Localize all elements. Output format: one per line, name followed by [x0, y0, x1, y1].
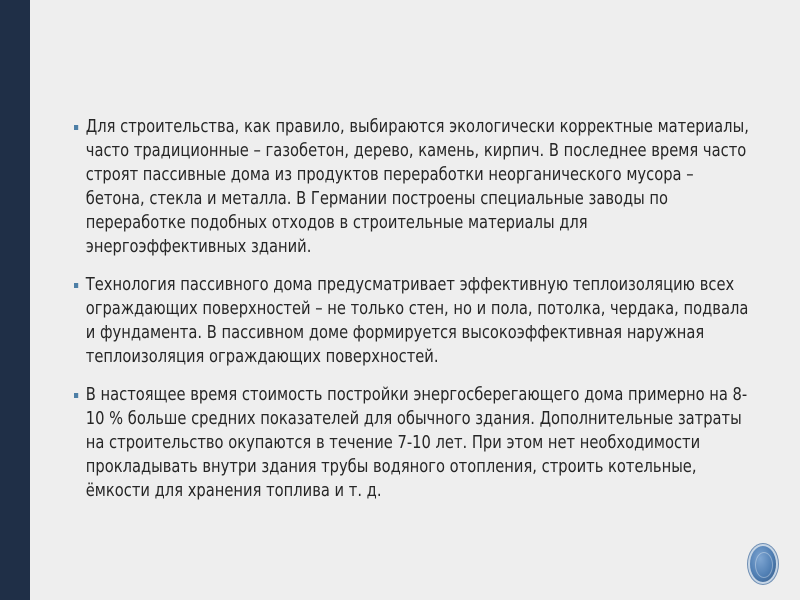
- badge-ring: [755, 552, 773, 578]
- bullet-icon: [74, 283, 78, 288]
- bullet-icon: [74, 393, 78, 398]
- bullet-item-3: [74, 383, 749, 503]
- bullet-list: [74, 115, 749, 503]
- bullet-item-1: [74, 115, 749, 259]
- bullet-text-1: Для строительства, как правило, выбираются экологически корректные материалы, часто традиционные – газобетон, дерево, камень, кирпич. В последнее время часто строят пассивные дома из продуктов переработки неорганического мусора – бетона, стекла и металла. В Германии построены специальные заводы по переработке подобных отходов в строительные материалы для энергоэффективных зданий.: [85, 117, 749, 257]
- bullet-text-3: В настоящее время стоимость постройки энергосберегающего дома примерно на 8-10 % больше средних показателей для обычного здания. Дополнительные затраты на строительство окупаются в течение 7-10 лет. При этом нет необходимости прокладывать внутри здания трубы водяного отопления, строить котельные, ёмкости для хранения топлива и т. д.: [85, 385, 748, 501]
- bullet-item-2: [74, 273, 749, 369]
- slide-badge-icon: [750, 546, 776, 582]
- slide-content: [74, 115, 749, 517]
- bullet-icon: [74, 125, 78, 130]
- left-accent-bar: [0, 0, 30, 600]
- bullet-text-2: Технология пассивного дома предусматривает эффективную теплоизоляцию всех ограждающих поверхностей – не только стен, но и пола, потолка, чердака, подвала и фундамента. В пассивном доме формируется высокоэффективная наружная теплоизоляция ограждающих поверхностей.: [85, 275, 749, 367]
